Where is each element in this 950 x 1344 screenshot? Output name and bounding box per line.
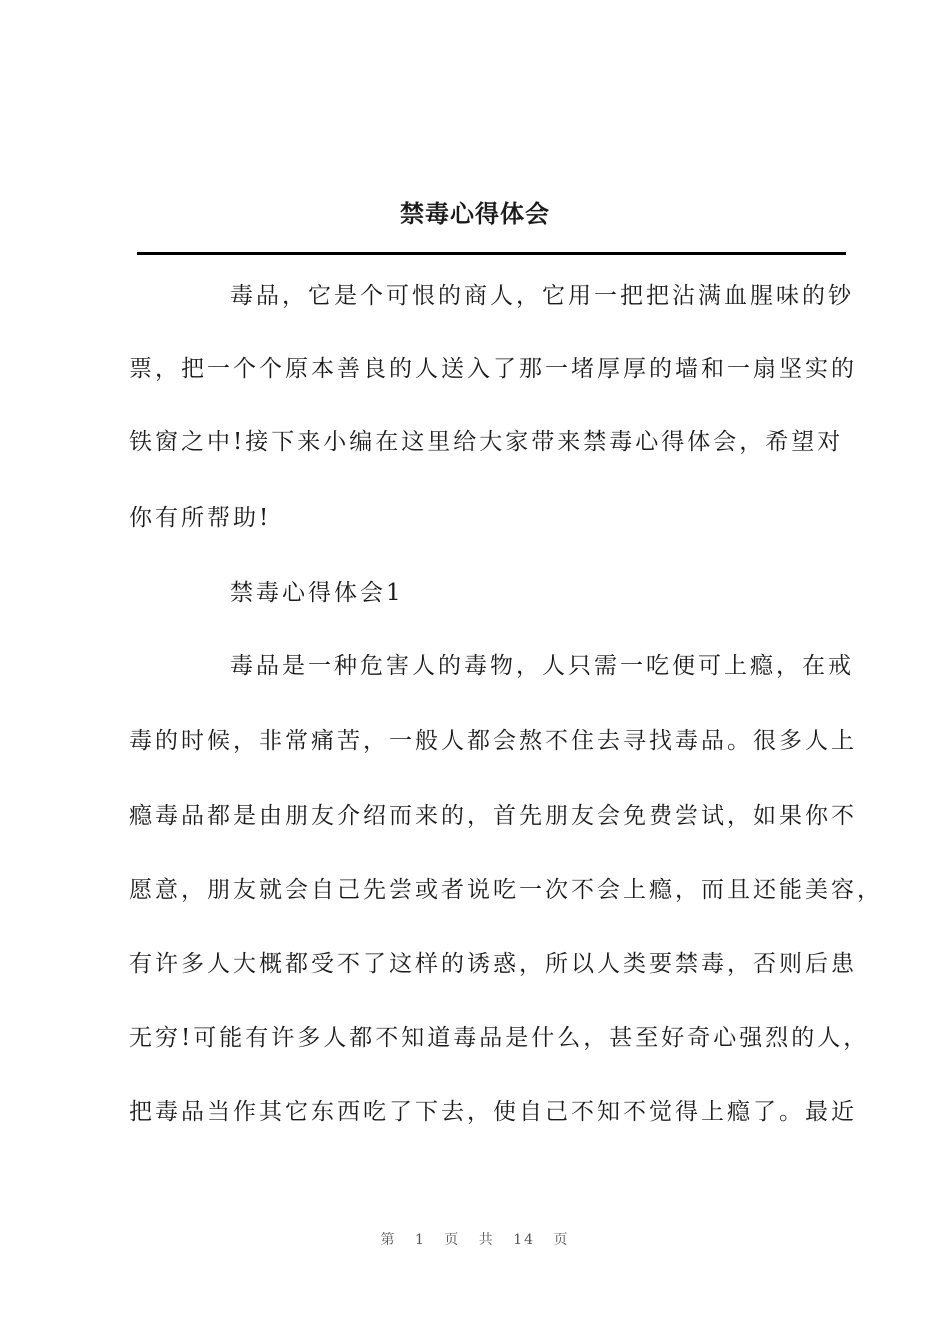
body-line-3: 瘾毒品都是由朋友介绍而来的，首先朋友会免费尝试，如果你不 xyxy=(129,803,857,829)
section-heading: 禁毒心得体会1 xyxy=(230,580,404,606)
body-line-7: 把毒品当作其它东西吃了下去，使自己不知不觉得上瘾了。最近 xyxy=(129,1099,857,1125)
intro-line-3: 铁窗之中!接下来小编在这里给大家带来禁毒心得体会，希望对 xyxy=(129,429,844,455)
body-line-4: 愿意，朋友就会自己先尝或者说吃一次不会上瘾，而且还能美容， xyxy=(129,877,883,903)
intro-line-4: 你有所帮助! xyxy=(129,505,272,531)
page-title: 禁毒心得体会 xyxy=(400,200,550,228)
page-number-footer: 第 1 页 共 14 页 xyxy=(380,1232,570,1248)
body-line-5: 有许多人大概都受不了这样的诱惑，所以人类要禁毒，否则后患 xyxy=(129,951,857,977)
title-divider xyxy=(137,252,846,255)
body-line-6: 无穷!可能有许多人都不知道毒品是什么，甚至好奇心强烈的人， xyxy=(129,1025,870,1051)
intro-line-1: 毒品，它是个可恨的商人，它用一把把沾满血腥味的钞 xyxy=(230,283,854,309)
body-line-2: 毒的时候，非常痛苦，一般人都会熬不住去寻找毒品。很多人上 xyxy=(129,728,857,754)
intro-line-2: 票，把一个个原本善良的人送入了那一堵厚厚的墙和一扇坚实的 xyxy=(129,356,857,382)
body-line-1: 毒品是一种危害人的毒物，人只需一吃便可上瘾，在戒 xyxy=(230,653,854,679)
